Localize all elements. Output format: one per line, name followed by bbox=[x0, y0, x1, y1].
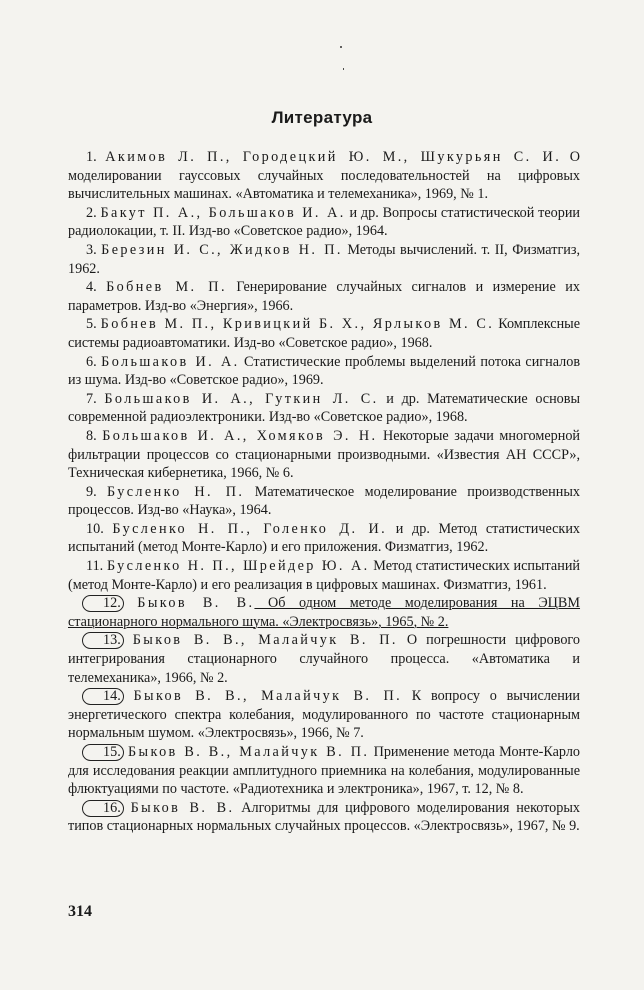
reference-text: и др. Метод статистических испытаний (метод Монте-Карло) и его приложения. Физматгиз, 1962. bbox=[68, 520, 580, 556]
reference-item bbox=[68, 687, 580, 743]
reference-number: 7. bbox=[86, 390, 97, 407]
reference-text: Алгоритмы для цифрового моделирования некоторых типов стационарных нормальных случайных процессов. «Электросвязь», 1967, № 9. bbox=[68, 799, 581, 835]
reference-number: 4. bbox=[86, 279, 97, 296]
reference-number-circled: 15. bbox=[82, 744, 124, 761]
reference-authors: Быков В. В. bbox=[137, 595, 255, 612]
reference-authors: Бусленко Н. П. bbox=[107, 483, 245, 500]
reference-authors: Бобнев М. П., Кривицкий Б. Х., Ярлыков М. С. bbox=[100, 316, 495, 333]
paper-speck bbox=[340, 46, 342, 48]
reference-number: 9. bbox=[86, 483, 97, 500]
reference-number: 3. bbox=[86, 241, 97, 258]
reference-number: 6. bbox=[86, 353, 97, 370]
reference-authors: Быков В. В. bbox=[130, 799, 235, 816]
reference-number-circled: 16. bbox=[82, 800, 124, 817]
reference-item bbox=[68, 520, 580, 557]
reference-authors: Быков В. В., Малайчук В. П. bbox=[128, 744, 370, 760]
reference-number: 2. bbox=[86, 204, 97, 221]
reference-text: и др. Вопросы статистической теории радиолокации, т. II. Изд-во «Советское радио», 1964. bbox=[68, 204, 581, 240]
reference-item bbox=[68, 427, 580, 483]
reference-authors: Березин И. С., Жидков Н. П. bbox=[101, 241, 343, 258]
reference-item bbox=[68, 204, 580, 241]
reference-number-circled: 14. bbox=[82, 688, 124, 705]
paper-speck bbox=[343, 68, 344, 70]
reference-authors: Быков В. В., Малайчук В. П. bbox=[133, 688, 403, 705]
reference-text: О моделировании гауссовых случайных последовательностей на цифровых вычислительных машинах. «Автоматика и телемеханика», 1969, № 1. bbox=[68, 149, 581, 203]
page-number: 314 bbox=[68, 903, 92, 920]
reference-text: Некоторые задачи многомерной фильтрации процессов со стационарными производными. «Известия АН СССР», Техническая кибернетика, 1966, № 6. bbox=[68, 427, 580, 482]
reference-authors: Большаков И. А., Гуткин Л. С. bbox=[104, 390, 379, 407]
reference-item bbox=[68, 241, 580, 278]
reference-text: Об одном методе моделирования на ЭЦВМ стационарного нормального шума. «Электросвязь», 1965, № 2. bbox=[68, 595, 581, 630]
reference-text: Математическое моделирование производственных процессов. Изд-во «Наука», 1964. bbox=[68, 483, 580, 519]
reference-number: 10. bbox=[86, 520, 104, 537]
reference-item bbox=[68, 631, 580, 687]
reference-text: и др. Математические основы современной радиоэлектроники. Изд-во «Советское радио», 1968. bbox=[68, 390, 581, 426]
reference-authors: Быков В. В., Малайчук В. П. bbox=[132, 632, 398, 649]
reference-authors: Бакут П. А., Большаков И. А. bbox=[100, 204, 346, 221]
reference-number: 11. bbox=[86, 558, 104, 575]
reference-item bbox=[68, 278, 580, 315]
reference-authors: Бусленко Н. П., Голенко Д. И. bbox=[112, 520, 388, 537]
reference-item bbox=[68, 799, 580, 836]
reference-item bbox=[68, 483, 580, 520]
reference-text: Комплексные системы радиоавтоматики. Изд-во «Советское радио», 1968. bbox=[68, 316, 580, 351]
reference-number: 5. bbox=[86, 316, 97, 333]
reference-authors: Бобнев М. П. bbox=[106, 279, 227, 296]
reference-item bbox=[68, 390, 580, 427]
reference-number-circled: 13. bbox=[82, 632, 124, 649]
reference-text: О погрешности цифрового интегрирования стационарного случайного процесса. «Автоматика и телемеханика», 1966, № 2. bbox=[68, 632, 580, 686]
reference-number: 1. bbox=[86, 149, 97, 165]
section-title: Литература bbox=[271, 108, 373, 127]
reference-text: Применение метода Монте-Карло для исследования реакции амплитудного приемника на колебания, модулированные флюктуациями по частоте. «Радиотехника и электроника», 1967, т. 12, № 8. bbox=[68, 744, 581, 798]
reference-number-circled: 12. bbox=[82, 595, 124, 612]
reference-authors: Большаков И. А. bbox=[101, 353, 240, 370]
reference-text: Статистические проблемы выделений потока сигналов из шума. Изд-во «Советское радио», 1969. bbox=[68, 353, 581, 389]
reference-text: Метод статистических испытаний (метод Монте-Карло) и его реализация в цифровых машинах. Физматгиз, 1961. bbox=[68, 558, 581, 593]
reference-item bbox=[68, 743, 580, 799]
reference-authors: Большаков И. А., Хомяков Э. Н. bbox=[102, 427, 378, 444]
reference-item bbox=[68, 148, 580, 204]
reference-authors: Акимов Л. П., Городецкий Ю. М., Шукурьян С. И. bbox=[105, 149, 562, 165]
reference-number: 8. bbox=[86, 427, 97, 444]
reference-text: К вопросу о вычислении энергетического спектра колебания, модулированного по частоте стационарным нормальным шумом. «Электросвязь», 1966, № 7. bbox=[68, 688, 580, 742]
reference-item bbox=[68, 315, 580, 352]
reference-list bbox=[68, 148, 580, 836]
reference-item bbox=[68, 353, 580, 390]
reference-item bbox=[68, 594, 580, 631]
reference-authors: Бусленко Н. П., Шрейдер Ю. А. bbox=[106, 558, 370, 575]
reference-text: Методы вычислений. т. II, Физматгиз, 1962. bbox=[68, 241, 581, 277]
reference-item bbox=[68, 557, 580, 594]
reference-text: Генерирование случайных сигналов и измерение их параметров. Изд-во «Энергия», 1966. bbox=[68, 279, 580, 314]
